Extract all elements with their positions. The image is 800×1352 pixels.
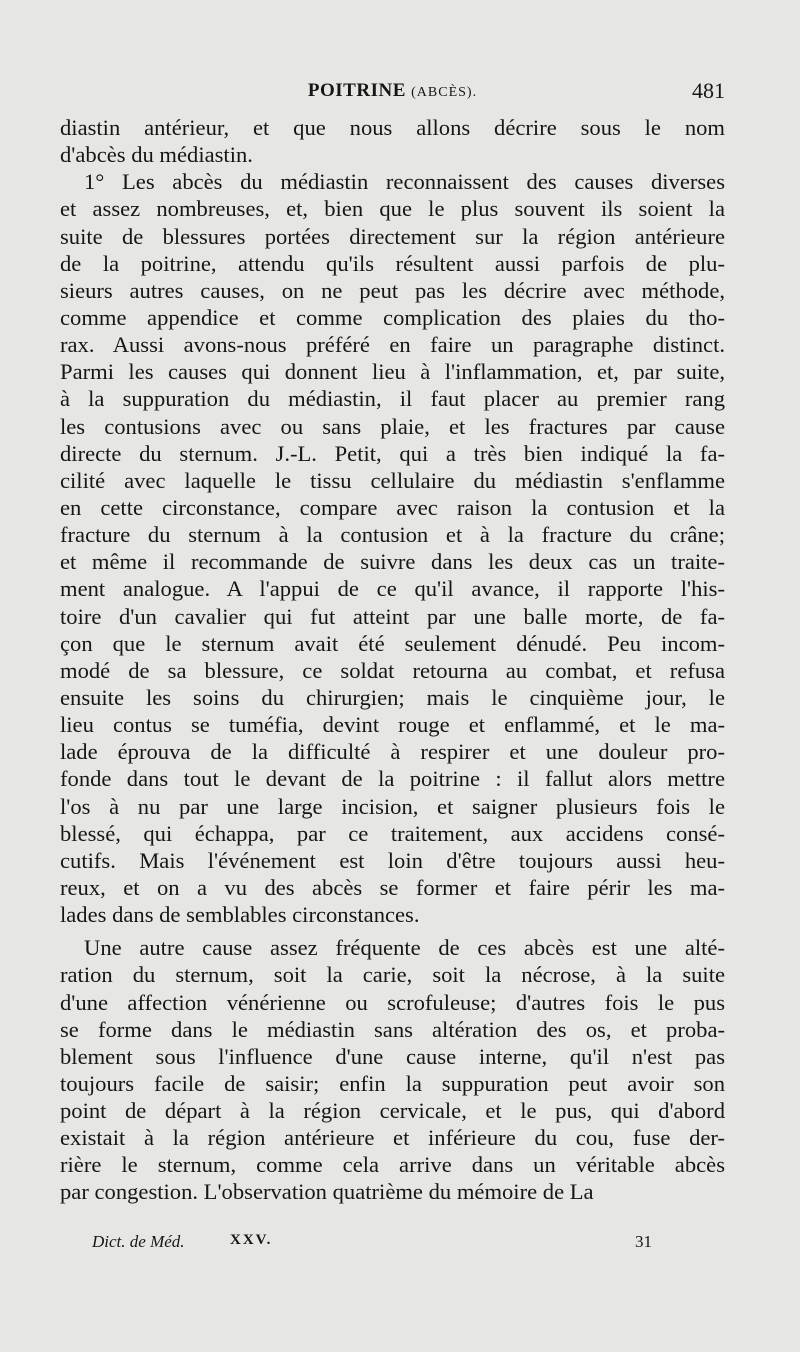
text-line: toire d'un cavalier qui fut atteint par une balle morte, de fa-: [60, 603, 725, 629]
text-line: lade éprouva de la difficulté à respirer et une douleur pro-: [60, 739, 725, 765]
text-line: les contusions avec ou sans plaie, et les fractures par cause: [60, 413, 725, 439]
text-line: 1° Les abcès du médiastin reconnaissent des causes diverses: [84, 169, 725, 195]
text-line: et assez nombreuses, et, bien que le plus souvent ils soient la: [60, 196, 725, 222]
text-line: suite de blessures portées directement sur la région antérieure: [60, 223, 725, 249]
text-line: blessé, qui échappa, par ce traitement, aux accidens consé-: [60, 820, 725, 846]
text-line: de la poitrine, attendu qu'ils résultent aussi parfois de plu-: [60, 250, 725, 276]
text-line: existait à la région antérieure et inférieure du cou, fuse der-: [60, 1125, 725, 1151]
text-line: directe du sternum. J.-L. Petit, qui a très bien indiqué la fa-: [60, 440, 725, 466]
text-line: par congestion. L'observation quatrième du mémoire de La: [60, 1179, 594, 1205]
text-line: l'os à nu par une large incision, et saigner plusieurs fois le: [60, 793, 725, 819]
page-header: [60, 78, 725, 108]
page-number: 481: [692, 78, 725, 103]
text-line: modé de sa blessure, ce soldat retourna au combat, et refusa: [60, 657, 725, 683]
text-line: cutifs. Mais l'événement est loin d'être toujours aussi heu-: [60, 847, 725, 873]
text-line: d'abcès du médiastin.: [60, 142, 253, 168]
text-line: lieu contus se tuméfia, devint rouge et enflammé, et le ma-: [60, 712, 725, 738]
paragraph: [60, 114, 725, 168]
text-line: çon que le sternum avait été seulement dénudé. Peu incom-: [60, 630, 725, 656]
text-line: blement sous l'influence d'une cause interne, qu'il n'est pas: [60, 1043, 725, 1069]
text-line: Une autre cause assez fréquente de ces abcès est une alté-: [84, 935, 725, 961]
text-line: fonde dans tout le devant de la poitrine : il fallut alors mettre: [60, 766, 725, 792]
text-line: cilité avec laquelle le tissu cellulaire du médiastin s'enflamme: [60, 467, 725, 493]
text-line: lades dans de semblables circonstances.: [60, 902, 420, 928]
paragraph: [60, 168, 725, 928]
footer-signature: Dict. de Méd.: [92, 1232, 185, 1251]
text-line: rax. Aussi avons-nous préféré en faire un paragraphe distinct.: [60, 332, 725, 358]
text-line: se forme dans le médiastin sans altération des os, et proba-: [60, 1016, 725, 1042]
text-line: ensuite les soins du chirurgien; mais le cinquième jour, le: [60, 684, 725, 710]
paragraph: [60, 934, 725, 1205]
page-footer: [60, 1232, 725, 1260]
running-title: [60, 80, 725, 102]
text-line: comme appendice et comme complication des plaies du tho-: [60, 304, 725, 330]
body-text: [60, 114, 725, 1206]
text-line: diastin antérieur, et que nous allons décrire sous le nom: [60, 115, 725, 140]
text-line: ment analogue. A l'appui de ce qu'il avance, il rapporte l'his-: [60, 576, 725, 602]
text-line: à la suppuration du médiastin, il faut placer au premier rang: [60, 386, 725, 412]
running-title-sub: (ABCÈS).: [411, 85, 478, 100]
text-line: d'une affection vénérienne ou scrofuleuse; d'autres fois le pus: [60, 989, 725, 1015]
text-line: ration du sternum, soit la carie, soit la nécrose, à la suite: [60, 962, 725, 988]
footer-volume: XXV.: [230, 1232, 273, 1248]
text-line: sieurs autres causes, on ne peut pas les décrire avec méthode,: [60, 277, 725, 303]
text-line: Parmi les causes qui donnent lieu à l'inflammation, et, par suite,: [60, 359, 725, 385]
footer-sheet-number: 31: [635, 1232, 652, 1251]
text-line: rière le sternum, comme cela arrive dans un véritable abcès: [60, 1152, 725, 1178]
text-line: fracture du sternum à la contusion et à la fracture du crâne;: [60, 522, 725, 548]
text-line: en cette circonstance, compare avec raison la contusion et la: [60, 494, 725, 520]
text-line: toujours facile de saisir; enfin la suppuration peut avoir son: [60, 1070, 725, 1096]
text-line: point de départ à la région cervicale, et le pus, qui d'abord: [60, 1098, 725, 1124]
running-title-main: POITRINE: [307, 80, 406, 101]
text-line: et même il recommande de suivre dans les deux cas un traite-: [60, 549, 725, 575]
text-line: reux, et on a vu des abcès se former et faire périr les ma-: [60, 874, 725, 900]
